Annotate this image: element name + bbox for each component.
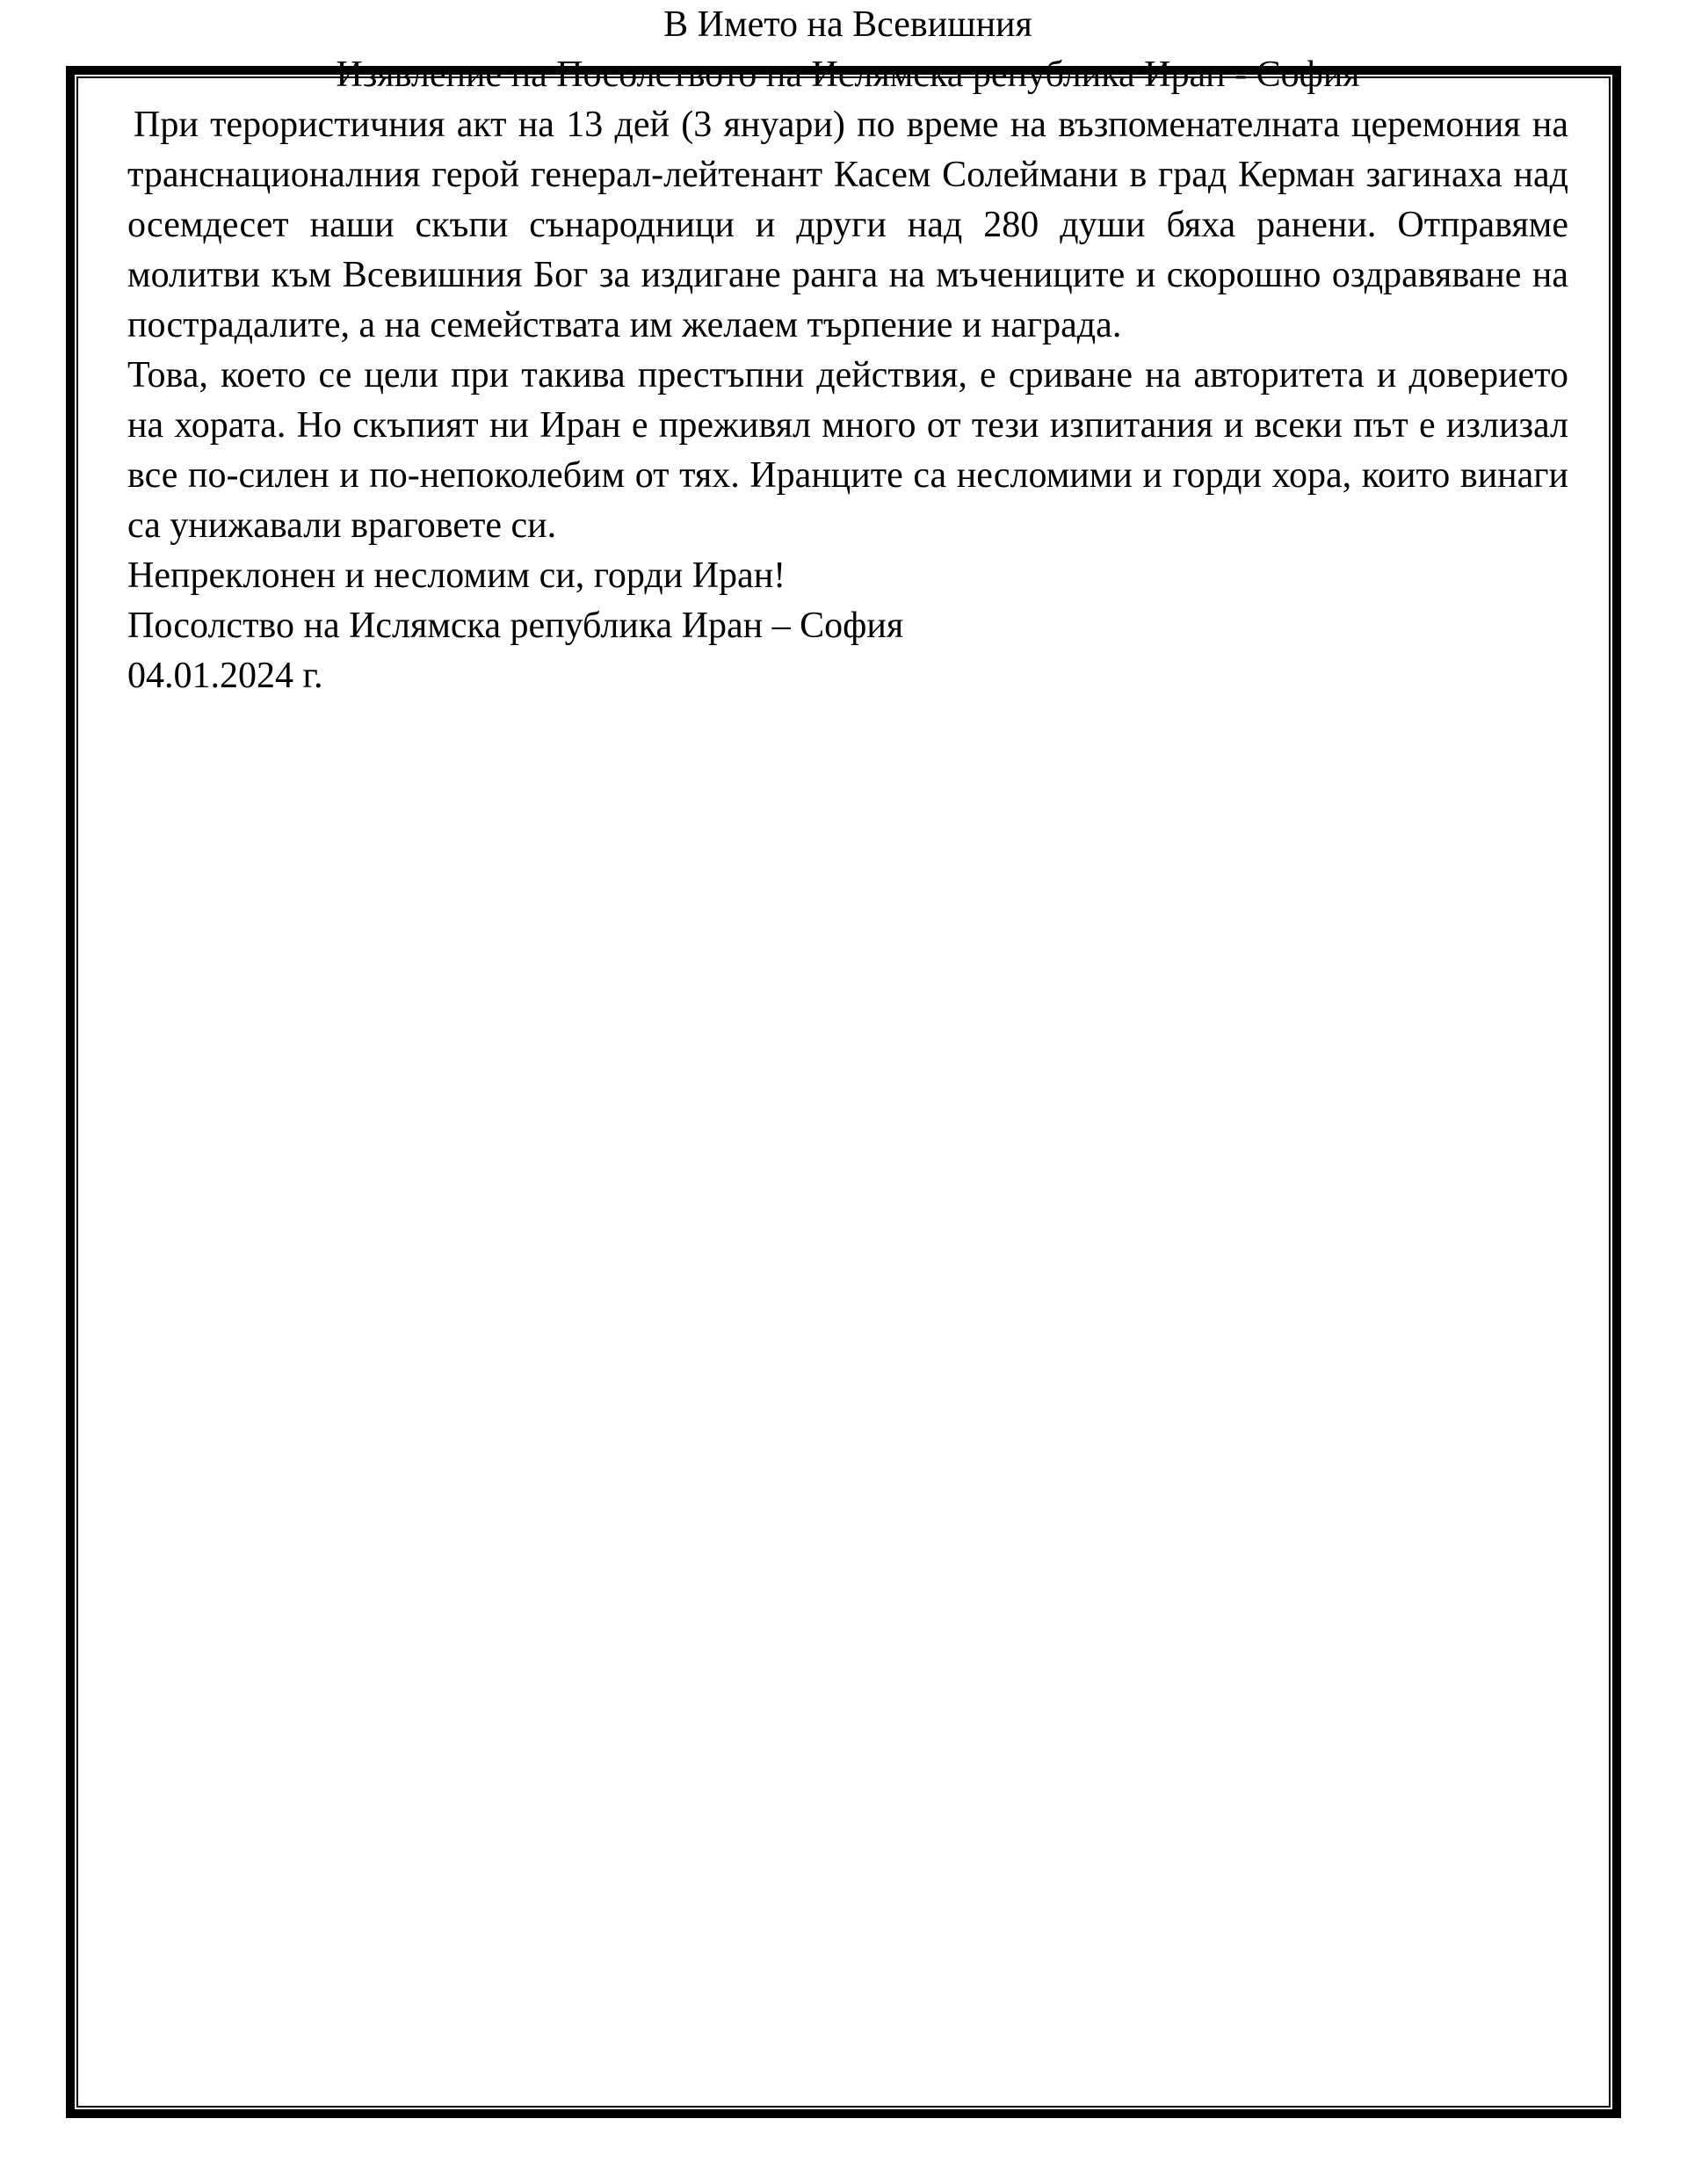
date-line: 04.01.2024 г. bbox=[127, 656, 323, 696]
paragraph-resilience: Това, което се цели при такива престъпни действия, е сриване на авторитета и доверието на хората. Но скъпият ни Иран е преживял много от тези изпитания и всеки път е излизал все по-силен и по-непоколебим от тях. Иранците са несломими и горди хора, които винаги са унижавали враговете си. bbox=[127, 355, 1568, 546]
paragraph-incident: При терористичния акт на 13 дей (3 януари) по време на възпоменателната церемония на транснационалния герой генерал-лейтенант Касем Солеймани в град Керман загинаха над осемдесет наши скъпи сънародници и други над 280 души бяха ранени. Отправяме молитви към Всевишния Бог за издигане ранга на мъчениците и скорошно оздравяване на пострадалите, а на семействата им желаем търпение и награда. bbox=[127, 105, 1568, 345]
document-title: В Името на Всевишния bbox=[663, 4, 1032, 45]
document-subtitle: Изявление на Посолството на Ислямска република Иран - София bbox=[336, 54, 1360, 95]
document-content bbox=[127, 0, 1568, 701]
paragraph-slogan: Непреклонен и несломим си, горди Иран! bbox=[127, 555, 786, 596]
signature-line: Посолство на Ислямска република Иран – София bbox=[127, 606, 904, 646]
